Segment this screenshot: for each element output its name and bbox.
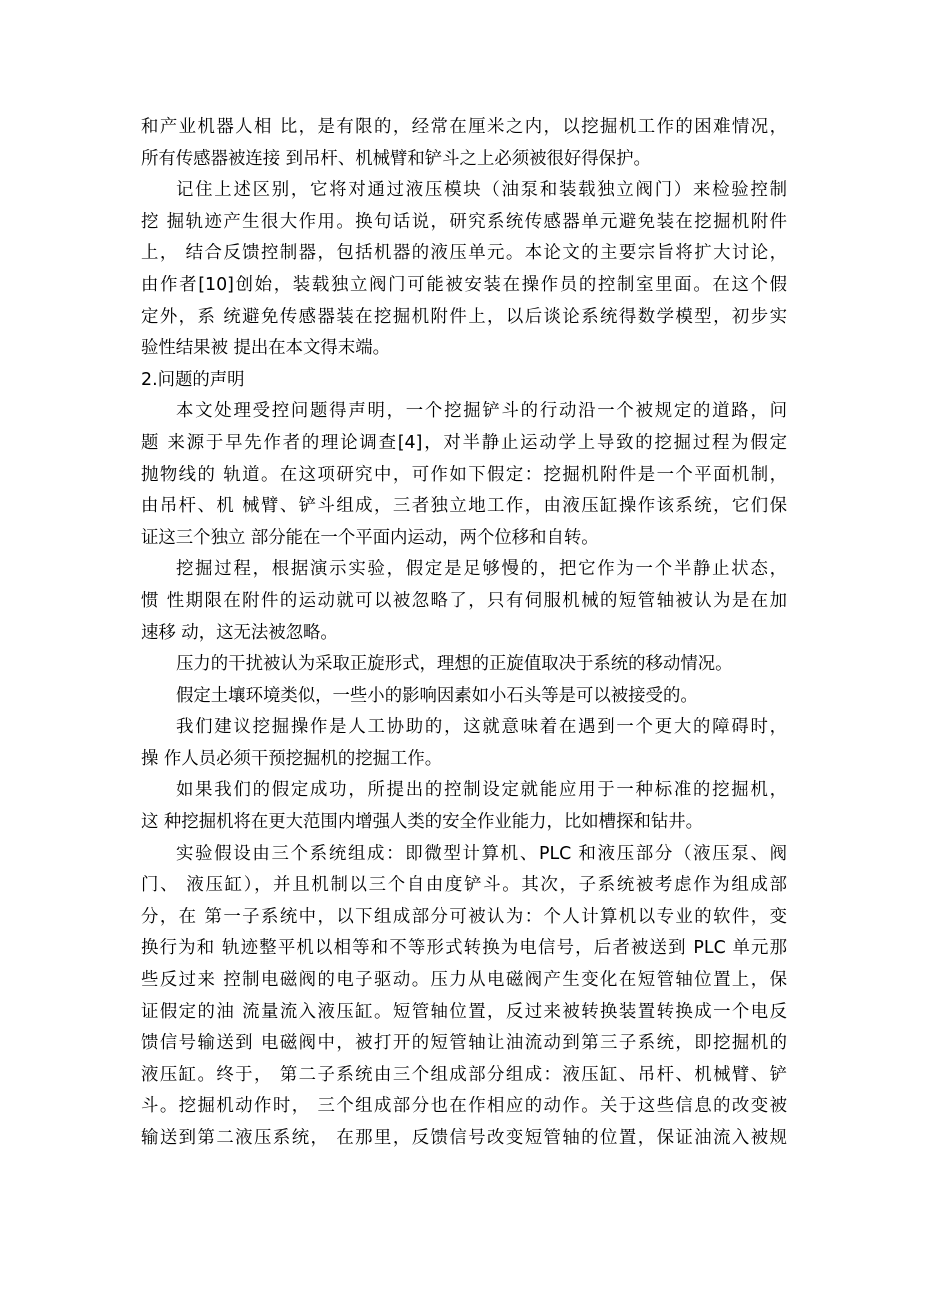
- text-line: 门、 液压缸），并且机制以三个自由度铲斗。其次，子系统被考虑作为组成部: [141, 875, 787, 896]
- text-line: 定外，系 统避免传感器装在挖掘机附件上，以后谈论系统得数学模型，初步实: [141, 306, 787, 327]
- section-heading: [141, 365, 787, 397]
- text-line: 所有传感器被连接 到吊杆、机械臂和铲斗之上必须被很好得保护。: [141, 148, 651, 169]
- text-line: 些反过来 控制电磁阀的电子驱动。压力从电磁阀产生变化在短管轴位置上，保: [141, 970, 787, 991]
- text-line: 输送到第二液压系统， 在那里，反馈信号改变短管轴的位置，保证油流入被规: [141, 1128, 787, 1148]
- text-line: 挖掘过程，根据演示实验，假定是足够慢的，把它作为一个半静止状态，: [176, 559, 787, 580]
- text-line: 证假定的油 流量流入液压缸。短管轴位置，反过来被转换装置转换成一个电反: [141, 1001, 787, 1022]
- paragraph: [141, 839, 787, 1155]
- paragraph: [141, 396, 787, 554]
- text-line: 操 作人员必须干预挖掘机的挖掘工作。: [141, 748, 443, 769]
- text-line: 由吊杆、机 械臂、铲斗组成，三者独立地工作，由液压缸操作该系统，它们保: [141, 496, 787, 517]
- text-line: 惯 性期限在附件的运动就可以被忽略了，只有伺服机械的短管轴被认为是在加: [141, 590, 787, 611]
- text-line: 速移 动，这无法被忽略。: [141, 622, 338, 643]
- text-line: 液压缸。终于， 第二子系统由三个组成部分组成：液压缸、吊杆、机械臂、铲: [141, 1064, 787, 1085]
- text-line: 如果我们的假定成功，所提出的控制设定就能应用于一种标准的挖掘机，: [176, 780, 787, 801]
- text-line: 上， 结合反馈控制器，包括机器的液压单元。本论文的主要宗旨将扩大讨论，: [141, 243, 787, 264]
- text-line: 实验假设由三个系统组成：即微型计算机、PLC 和液压部分（液压泵、阀: [176, 843, 787, 864]
- text-line: 我们建议挖掘操作是人工协助的，这就意味着在遇到一个更大的障碍时，: [176, 717, 787, 738]
- text-line: 换行为和 轨迹整平机以相等和不等形式转换为电信号，后者被送到 PLC 单元那: [141, 938, 787, 959]
- text-line: 压力的干扰被认为采取正旋形式，理想的正旋值取决于系统的移动情况。: [176, 654, 733, 675]
- text-line: 和产业机器人相 比，是有限的，经常在厘米之内，以挖掘机工作的困难情况，: [141, 117, 787, 137]
- paragraph: [141, 775, 787, 838]
- paragraph: [141, 112, 787, 175]
- paragraph: [141, 712, 787, 775]
- paragraph: [141, 649, 787, 681]
- text-line: 由作者[10]创始，装载独立阀门可能被安装在操作员的控制室里面。在这个假: [141, 274, 787, 295]
- paragraph: [141, 681, 787, 713]
- text-line: 题 来源于早先作者的理论调查[4]，对半静止运动学上导致的挖掘过程为假定: [141, 432, 787, 453]
- text-line: 这 种挖掘机将在更大范围内增强人类的安全作业能力，比如槽探和钻井。: [141, 812, 704, 833]
- text-line: 记住上述区别，它将对通过液压模块（油泵和装载独立阀门）来检验控制: [176, 180, 787, 201]
- text-line: 分，在 第一子系统中，以下组成部分可被认为：个人计算机以专业的软件，变: [141, 906, 787, 927]
- text-line: 假定土壤环境类似，一些小的影响因素如小石头等是可以被接受的。: [176, 685, 698, 706]
- text-line: 馈信号输送到 电磁阀中，被打开的短管轴让油流动到第三子系统，即挖掘机的: [141, 1033, 787, 1054]
- paragraph: [141, 554, 787, 649]
- text-line: 本文处理受控问题得声明，一个挖掘铲斗的行动沿一个被规定的道路，问: [176, 401, 787, 422]
- text-line: 验性结果被 提出在本文得末端。: [141, 338, 390, 359]
- text-line: 斗。挖掘机动作时， 三个组成部分也在作相应的动作。关于这些信息的改变被: [141, 1096, 787, 1117]
- text-line: 抛物线的 轨道。在这项研究中，可作如下假定：挖掘机附件是一个平面机制，: [141, 464, 787, 485]
- text-line: 挖 掘轨迹产生很大作用。换句话说，研究系统传感器单元避免装在挖掘机附件: [141, 211, 787, 232]
- document-page: [141, 112, 787, 1155]
- text-line: 证这三个独立 部分能在一个平面内运动，两个位移和自转。: [141, 527, 599, 548]
- heading-text: 2.问题的声明: [141, 369, 245, 390]
- paragraph: [141, 175, 787, 365]
